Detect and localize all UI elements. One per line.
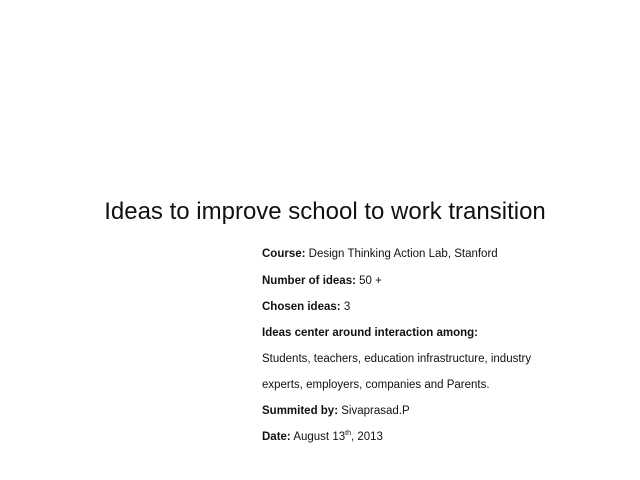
date-month-day: August 13 <box>293 431 346 443</box>
interaction-label: Ideas center around interaction among: <box>262 327 478 339</box>
course-value: Design Thinking Action Lab, Stanford <box>308 248 498 260</box>
submitted-by-label: Summited by: <box>262 405 339 417</box>
course-label: Course: <box>262 248 306 260</box>
chosen-ideas-row <box>262 300 350 314</box>
number-of-ideas-label: Number of ideas: <box>262 275 356 287</box>
date-label: Date: <box>262 431 291 443</box>
date-row <box>262 430 383 444</box>
chosen-ideas-label: Chosen ideas: <box>262 301 341 313</box>
chosen-ideas-value: 3 <box>343 301 351 313</box>
interaction-line-1: Students, teachers, education infrastructure, industry <box>262 353 532 365</box>
date-year: , 2013 <box>350 431 383 443</box>
date-ordinal: th <box>345 430 351 438</box>
slide-title: Ideas to improve school to work transition <box>104 198 546 225</box>
course-row <box>262 247 498 261</box>
submitted-by-row <box>262 404 410 418</box>
interaction-line-2: experts, employers, companies and Parents. <box>262 379 490 391</box>
number-of-ideas-value: 50 + <box>359 275 382 287</box>
number-of-ideas-row <box>262 274 382 288</box>
interaction-heading-row <box>262 326 478 340</box>
submitted-by-value: Sivaprasad.P <box>341 405 410 417</box>
